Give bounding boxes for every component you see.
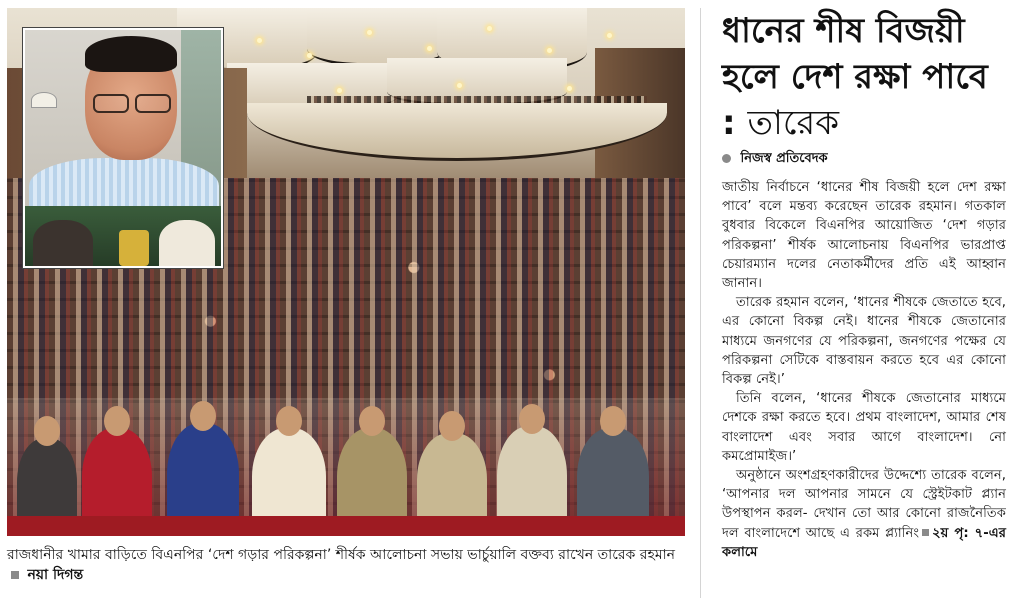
lamp-icon	[31, 92, 57, 108]
square-bullet-icon	[11, 571, 19, 579]
byline-text: নিজস্ব প্রতিবেদক	[740, 151, 828, 166]
event-photo	[7, 8, 685, 536]
photo-caption	[7, 545, 687, 585]
article-paragraph: তারেক রহমান বলেন, ‘ধানের শীষকে জেতাতে হবে, এর কোনো বিকল্প নেই। ধানের শীষকে জেতানোর মাধ্যমে জনগণের যে পরিকল্পনা, জনগণের পক্ষের যে পরিকল্পনা সেটিকে বাস্তবায়ন করতে হবে এর কোনো বিকল্প নেই।’	[722, 295, 1006, 388]
column-divider	[700, 8, 701, 598]
article-paragraph: জাতীয় নির্বাচনে ‘ধানের শীষ বিজয়ী হলে দেশ রক্ষা পাবে’ বলে মন্তব্য করেছেন তারেক রহমান। গতকাল বুধবার বিকেলে বিএনপির আয়োজিত ‘দেশ গড়ার পরিকল্পনা’ শীর্ষক আলোচনায় বিএনপির ভারপ্রাপ্ত চেয়ারম্যান দলের নেতাকর্মীদের প্রতি এই আহ্বান জানান।	[722, 180, 1006, 292]
article-paragraph: তিনি বলেন, ‘ধানের শীষকে জেতানোর মাধ্যমে দেশকে রক্ষা করতে হবে। প্রথম বাংলাদেশ, আমার শেষ বাংলাদেশ এবং সবার আগে বাংলাদেশ। নো কমপ্রোমাইজ।’	[722, 391, 1006, 464]
headline-main: ধানের শীষ বিজয়ী হলে দেশ রক্ষা পাবে :	[722, 11, 988, 143]
article-paragraph-text: অনুষ্ঠানে অংশগ্রহণকারীদের উদ্দেশ্যে তারেক বলেন, ‘আপনার দল আপনার সামনে যে স্ট্রেইটকাট প্ল্যান উপস্থাপন করল- দেখান তো আর কোনো রাজনৈতিক দল বাংলাদেশে আছে এ রকম প্ল্যানিং	[722, 468, 1006, 541]
caption-text: রাজধানীর খামার বাড়িতে বিএনপির ‘দেশ গড়ার পরিকল্পনা’ শীর্ষক আলোচনা সভায় ভার্চুয়ালি বক্তব্য রাখেন তারেক রহমান	[7, 547, 676, 563]
headline	[722, 8, 1007, 146]
inset-speaker-photo	[23, 28, 223, 268]
glasses-icon	[93, 94, 171, 110]
headline-speaker: তারেক	[747, 103, 839, 143]
square-bullet-icon	[922, 529, 929, 536]
photo-credit: নয়া দিগন্ত	[27, 567, 84, 583]
article-body	[722, 178, 1006, 562]
byline	[722, 150, 1002, 168]
bullet-dot-icon	[722, 154, 731, 163]
article-paragraph-last	[722, 466, 1006, 562]
red-carpet	[7, 516, 685, 536]
jump-text: ২য় পৃ: ৭-এর কলামে	[722, 525, 1007, 560]
